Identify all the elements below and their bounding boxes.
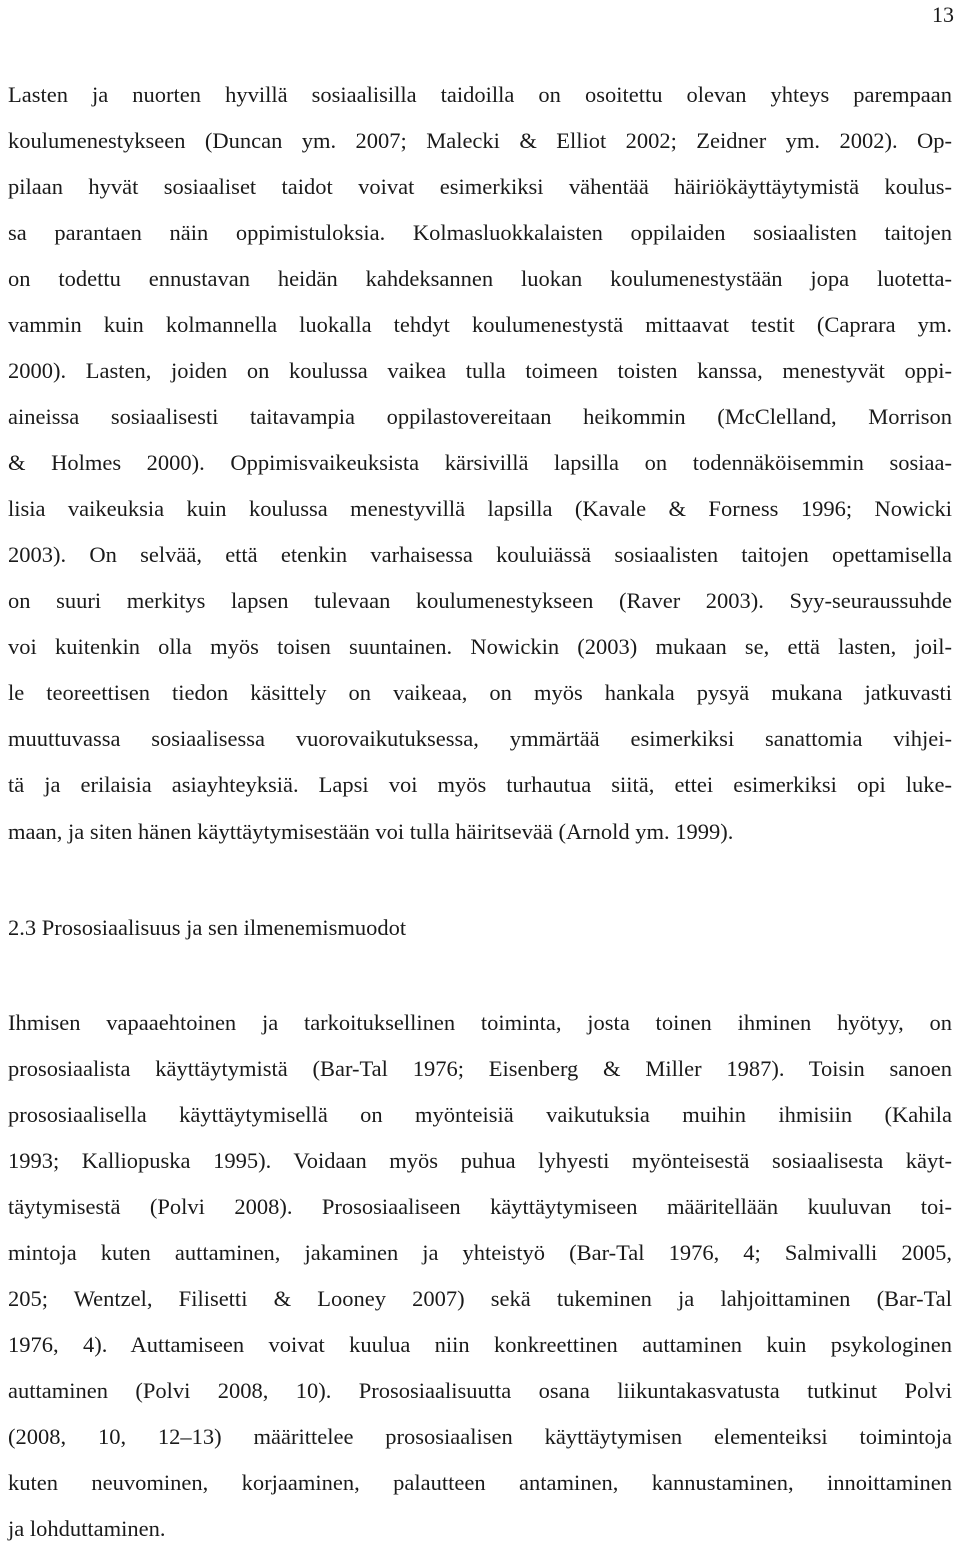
- paragraph-line: prososiaalisella käyttäytymisellä on myönteisiä vaikutuksia muihin ihmisiin (Kahila: [8, 1102, 952, 1127]
- paragraph-line: (2008, 10, 12–13) määrittelee prososiaalisen käyttäytymisen elementeiksi toimintoja: [8, 1424, 952, 1449]
- paragraph-line: auttaminen (Polvi 2008, 10). Prososiaalisuutta osana liikuntakasvatusta tutkinut Polvi: [8, 1378, 952, 1403]
- paragraph-line: 1993; Kalliopuska 1995). Voidaan myös puhua lyhyesti myönteisestä sosiaalisesta käyt-: [8, 1148, 952, 1173]
- paragraph-line: voi kuitenkin olla myös toisen suuntainen. Nowickin (2003) mukaan se, että lasten, joil-: [8, 634, 952, 659]
- paragraph-line: sa parantaen näin oppimistuloksia. Kolmasluokkalaisten oppilaiden sosiaalisten taitojen: [8, 220, 952, 245]
- paragraph-line: prososiaalista käyttäytymistä (Bar-Tal 1976; Eisenberg & Miller 1987). Toisin sanoen: [8, 1056, 952, 1081]
- paragraph-line: on suuri merkitys lapsen tulevaan koulumenestykseen (Raver 2003). Syy-seuraussuhde: [8, 588, 952, 613]
- paragraph-line: Ihmisen vapaaehtoinen ja tarkoituksellinen toiminta, josta toinen ihminen hyötyy, on: [8, 1010, 952, 1035]
- paragraph-line: pilaan hyvät sosiaaliset taidot voivat esimerkiksi vähentää häiriökäyttäytymistä koulus-: [8, 174, 952, 199]
- paragraph-line: maan, ja siten hänen käyttäytymisestään voi tulla häiritsevää (Arnold ym. 1999).: [8, 819, 734, 844]
- paragraph-line: ja lohduttaminen.: [8, 1516, 166, 1541]
- paragraph-line: tä ja erilaisia asiayhteyksiä. Lapsi voi myös turhautua siitä, ettei esimerkiksi opi luke-: [8, 772, 952, 797]
- paragraph-line: Lasten ja nuorten hyvillä sosiaalisilla taidoilla on osoitettu olevan yhteys parempaan: [8, 82, 952, 107]
- paragraph-line: le teoreettisen tiedon käsittely on vaikeaa, on myös hankala pysyä mukana jatkuvasti: [8, 680, 952, 705]
- paragraph-line: muuttuvassa sosiaalisessa vuorovaikutuksessa, ymmärtää esimerkiksi sanattomia vihjei-: [8, 726, 952, 751]
- section-heading: 2.3 Prososiaalisuus ja sen ilmenemismuodot: [8, 915, 407, 940]
- paragraph-line: on todettu ennustavan heidän kahdeksannen luokan koulumenestystään jopa luotetta-: [8, 266, 952, 291]
- paragraph-line: 205; Wentzel, Filisetti & Looney 2007) sekä tukeminen ja lahjoittaminen (Bar-Tal: [8, 1286, 952, 1311]
- paragraph-line: koulumenestykseen (Duncan ym. 2007; Malecki & Elliot 2002; Zeidner ym. 2002). Op-: [8, 128, 952, 153]
- paragraph-line: kuten neuvominen, korjaaminen, palautteen antaminen, kannustaminen, innoittaminen: [8, 1470, 952, 1495]
- paragraph-line: täytymisestä (Polvi 2008). Prososiaaliseen käyttäytymiseen määritellään kuuluvan toi-: [8, 1194, 952, 1219]
- page-number: 13: [932, 2, 954, 27]
- paragraph-line: aineissa sosiaalisesti taitavampia oppilastovereitaan heikommin (McClelland, Morrison: [8, 404, 952, 429]
- paragraph-line: & Holmes 2000). Oppimisvaikeuksista kärsivillä lapsilla on todennäköisemmin sosiaa-: [8, 450, 952, 475]
- paragraph-line: lisia vaikeuksia kuin koulussa menestyvillä lapsilla (Kavale & Forness 1996; Nowicki: [8, 496, 952, 521]
- paragraph-line: 2000). Lasten, joiden on koulussa vaikea tulla toimeen toisten kanssa, menestyvät oppi-: [8, 358, 952, 383]
- paragraph-line: vammin kuin kolmannella luokalla tehdyt koulumenestystä mittaavat testit (Caprara ym.: [8, 312, 952, 337]
- paragraph-line: 1976, 4). Auttamiseen voivat kuulua niin konkreettinen auttaminen kuin psykologinen: [8, 1332, 952, 1357]
- paragraph-line: mintoja kuten auttaminen, jakaminen ja yhteistyö (Bar-Tal 1976, 4; Salmivalli 2005,: [8, 1240, 952, 1265]
- paragraph-line: 2003). On selvää, että etenkin varhaisessa kouluiässä sosiaalisten taitojen opettamisella: [8, 542, 952, 567]
